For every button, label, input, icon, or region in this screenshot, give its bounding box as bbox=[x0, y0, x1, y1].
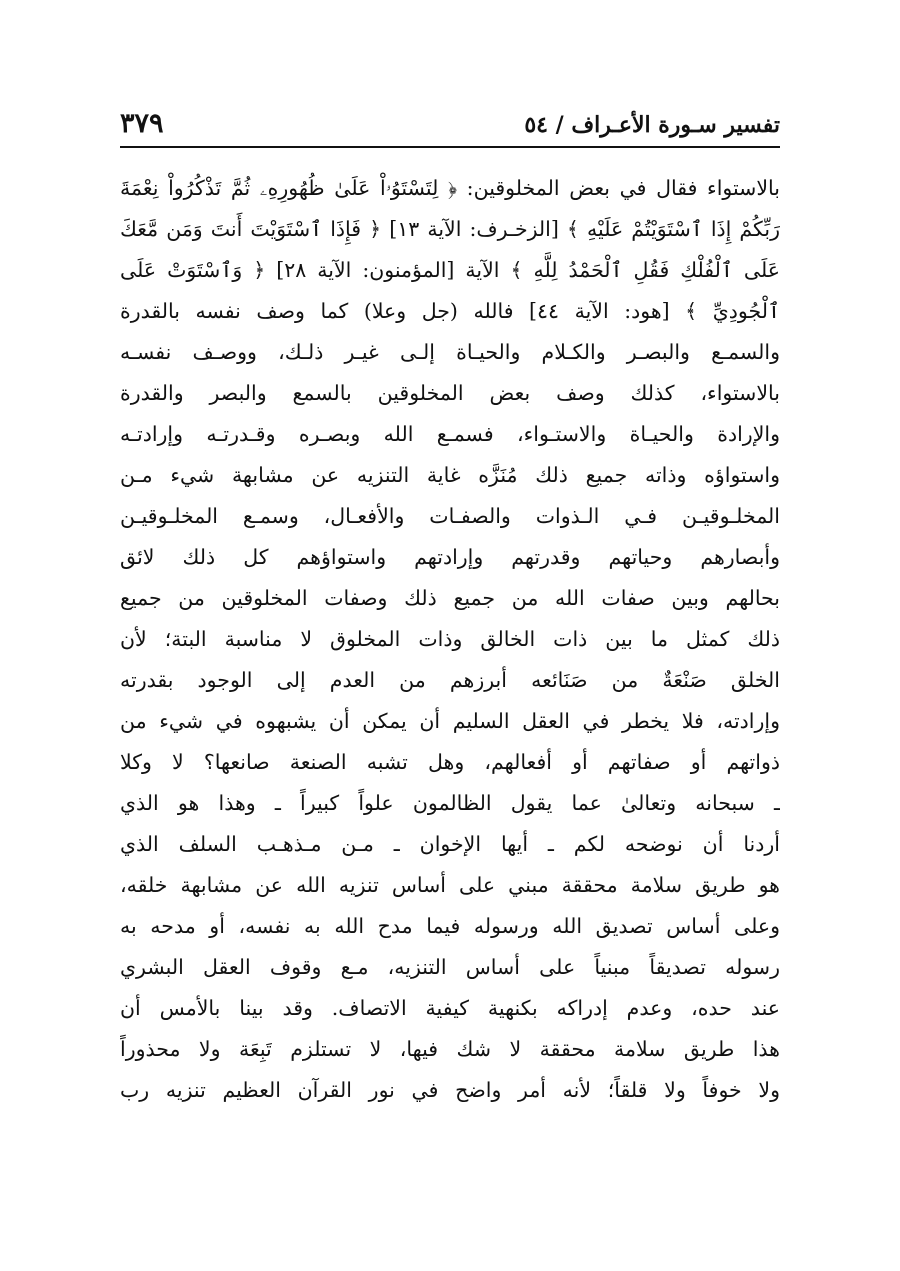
text-line: ولا خوفاً ولا قلقاً؛ لأنه أمر واضح في نور القرآن العظيم تنزيه رب bbox=[120, 1078, 780, 1102]
header-rule bbox=[120, 146, 780, 148]
text-line: هذا طريق سلامة محققة لا شك فيها، لا تستلزم تَبِعَة ولا محذوراً bbox=[120, 1037, 780, 1061]
text-line: والإرادة والحيـاة والاستـواء، فسمـع الله وبصـره وقـدرتـه وإرادتـه bbox=[120, 422, 780, 446]
text-line: عَلَى ٱلْفُلْكِ فَقُلِ ٱلْحَمْدُ لِلَّهِ ﴾ الآية [المؤمنون: الآية ٢٨] ﴿ وَٱسْتَوَتْ عَلَى bbox=[120, 258, 780, 282]
text-line: ـ سبحانه وتعالىٰ عما يقول الظالمون علواً كبيراً ـ وهذا هو الذي bbox=[120, 791, 780, 815]
text-line: الخلق صَنْعَةٌ من صَنَائعه أبرزهم من العدم إلى الوجود بقدرته bbox=[120, 668, 780, 692]
text-line: بحالهم وبين صفات الله من جميع ذلك وصفات المخلوقين من جميع bbox=[120, 586, 780, 610]
text-line: رسوله تصديقاً مبنياً على أساس التنزيه، مـع وقوف العقل البشري bbox=[120, 955, 780, 979]
text-line: بالاستواء، كذلك وصف بعض المخلوقين بالسمع والبصر والقدرة bbox=[120, 381, 780, 405]
text-line: ذواتهم أو صفاتهم أو أفعالهم، وهل تشبه الصنعة صانعها؟ لا وكلا bbox=[120, 750, 780, 774]
text-line: بالاستواء فقال في بعض المخلوقين: ﴿ لِتَسْتَوُۥاْ عَلَىٰ ظُهُورِهِۦ ثُمَّ تَذْكُرُواْ نِعْمَةَ bbox=[120, 176, 780, 200]
text-line: هو طريق سلامة محققة مبني على أساس تنزيه الله عن مشابهة خلقه، bbox=[120, 873, 780, 897]
text-line: عند حده، وعدم إدراكه بكنهية كيفية الاتصاف. وقد بينا بالأمس أن bbox=[120, 996, 780, 1020]
text-line: والسمـع والبصـر والكـلام والحيـاة إلـى غيـر ذلـك، ووصـف نفسـه bbox=[120, 340, 780, 364]
text-line: وأبصارهم وحياتهم وقدرتهم وإرادتهم واستواؤهم كل ذلك لائق bbox=[120, 545, 780, 569]
page-header bbox=[120, 108, 780, 148]
text-line: المخلـوقيـن فـي الـذوات والصفـات والأفعـال، وسمـع المخلـوقيـن bbox=[120, 504, 780, 528]
text-line: ذلك كمثل ما بين ذات الخالق وذات المخلوق لا مناسبة البتة؛ لأن bbox=[120, 627, 780, 651]
text-line: أردنا أن نوضحه لكم ـ أيها الإخوان ـ مـن مـذهـب السلف الذي bbox=[120, 832, 780, 856]
text-line: وعلى أساس تصديق الله ورسوله فيما مدح الله به نفسه، أو مدحه به bbox=[120, 914, 780, 938]
text-line: وإرادته، فلا يخطر في العقل السليم أن يمكن أن يشبهوه في شيء من bbox=[120, 709, 780, 733]
text-line: رَبِّكُمْ إِذَا ٱسْتَوَيْتُمْ عَلَيْهِ ﴾ [الزخـرف: الآية ١٣] ﴿ فَإِذَا ٱسْتَوَيْتَ أَنتَ وَمَن مَّعَكَ bbox=[120, 217, 780, 241]
body-text bbox=[120, 168, 780, 1111]
text-line: واستواؤه وذاته جميع ذلك مُنَزَّه غاية التنزيه عن مشابهة شيء مـن bbox=[120, 463, 780, 487]
page-number: ٣٧٩ bbox=[120, 108, 164, 139]
text-line: ٱلْجُودِيِّ ﴾ [هود: الآية ٤٤] فالله (جل وعلا) كما وصف نفسه بالقدرة bbox=[120, 299, 780, 323]
running-title: تفسير سـورة الأعـراف / ٥٤ bbox=[524, 112, 780, 138]
